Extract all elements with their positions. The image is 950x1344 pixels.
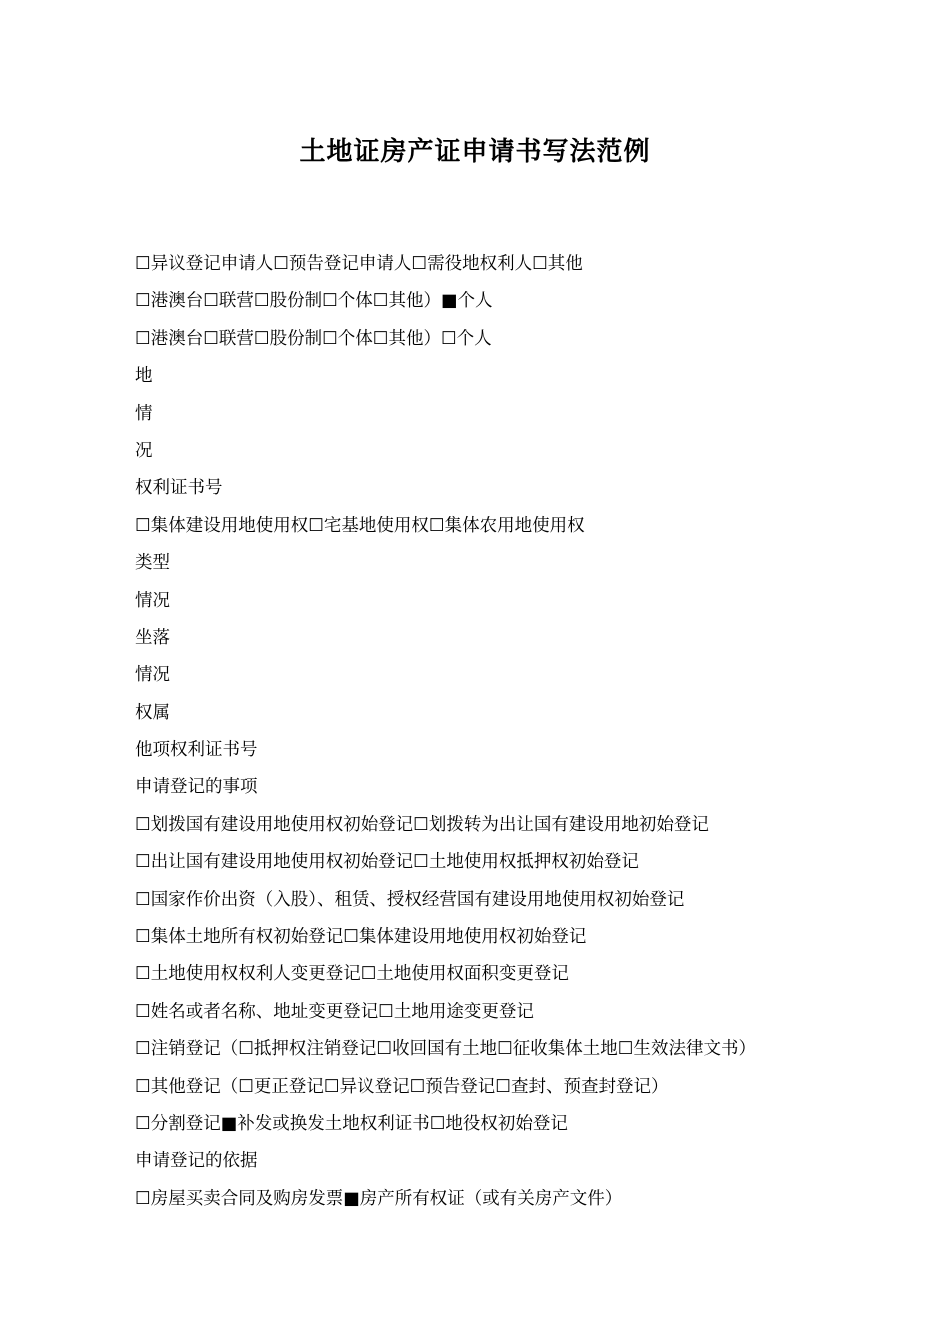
- text-line: ☐港澳台☐联营☐股份制☐个体☐其他）☐个人: [135, 328, 492, 349]
- text-line: ☐港澳台☐联营☐股份制☐个体☐其他）■个人: [135, 291, 493, 312]
- text-line: ☐集体土地所有权初始登记☐集体建设用地使用权初始登记: [135, 927, 587, 948]
- text-line: ☐土地使用权权利人变更登记☐土地使用权面积变更登记: [135, 964, 569, 985]
- text-line: 情: [135, 403, 153, 424]
- text-line: ☐分割登记■补发或换发土地权利证书☐地役权初始登记: [135, 1113, 568, 1134]
- section-heading: 申请登记的事项: [135, 777, 258, 798]
- text-line: 他项权利证书号: [135, 740, 258, 761]
- text-line: ☐姓名或者名称、地址变更登记☐土地用途变更登记: [135, 1001, 534, 1022]
- text-line: ☐划拨国有建设用地使用权初始登记☐划拨转为出让国有建设用地初始登记: [135, 814, 709, 835]
- text-line: 权利证书号: [135, 478, 223, 499]
- text-line: 类型: [135, 553, 170, 574]
- text-line: 情况: [135, 665, 170, 686]
- text-line: ☐注销登记（☐抵押权注销登记☐收回国有土地☐征收集体土地☐生效法律文书）: [135, 1039, 756, 1060]
- text-line: ☐出让国有建设用地使用权初始登记☐土地使用权抵押权初始登记: [135, 852, 639, 873]
- text-line: ☐集体建设用地使用权☐宅基地使用权☐集体农用地使用权: [135, 515, 585, 536]
- text-line: 况: [135, 440, 153, 461]
- text-line: 权属: [135, 702, 170, 723]
- text-line: 地: [135, 366, 153, 387]
- text-line: ☐房屋买卖合同及购房发票■房产所有权证（或有关房产文件）: [135, 1188, 623, 1209]
- text-line: ☐异议登记申请人☐预告登记申请人☐需役地权利人☐其他: [135, 254, 583, 274]
- text-line: ☐其他登记（☐更正登记☐异议登记☐预告登记☐查封、预查封登记）: [135, 1076, 669, 1097]
- text-line: 情况: [135, 590, 170, 611]
- document-title: 土地证房产证申请书写法范例: [299, 137, 651, 167]
- text-line: 坐落: [135, 627, 170, 648]
- document-body: [135, 246, 915, 1218]
- section-heading: 申请登记的依据: [135, 1151, 258, 1172]
- text-line: ☐国家作价出资（入股）、租赁、授权经营国有建设用地使用权初始登记: [135, 889, 685, 910]
